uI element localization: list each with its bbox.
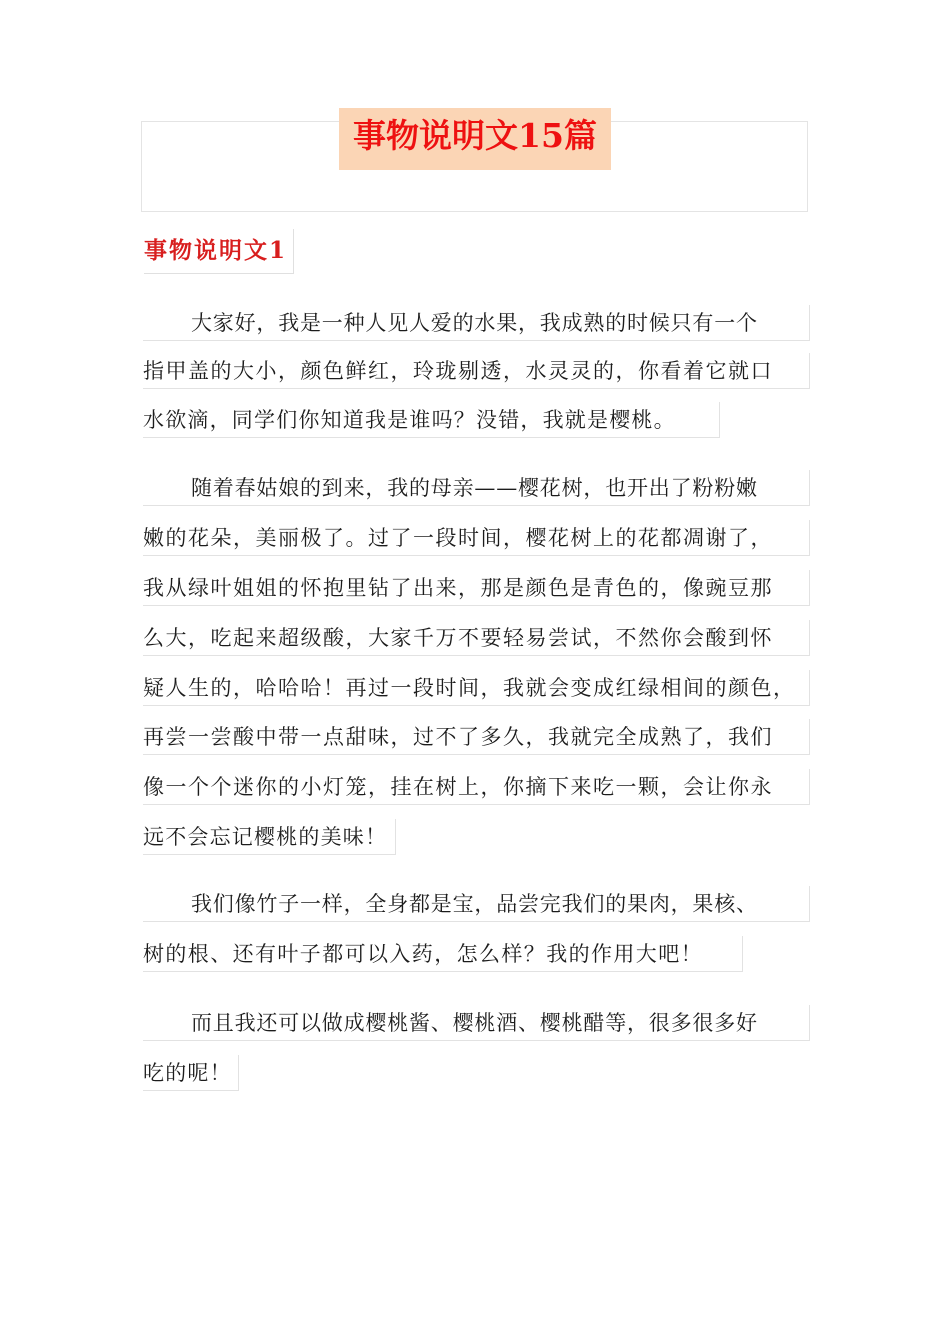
paragraph-2-line-8: 远不会忘记樱桃的美味！ <box>143 819 396 855</box>
paragraph-2-line-6: 再尝一尝酸中带一点甜味，过不了多久，我就完全成熟了，我们 <box>143 719 810 755</box>
paragraph-2-line-7: 像一个个迷你的小灯笼，挂在树上，你摘下来吃一颗，会让你永 <box>143 769 810 805</box>
paragraph-2-line-2: 嫩的花朵，美丽极了。过了一段时间，樱花树上的花都凋谢了， <box>143 520 810 556</box>
paragraph-1-line-2: 指甲盖的大小，颜色鲜红，玲珑剔透，水灵灵的，你看着它就口 <box>143 353 810 389</box>
paragraph-2-line-1: 随着春姑娘的到来，我的母亲——樱花树，也开出了粉粉嫩 <box>143 470 810 506</box>
paragraph-2-line-3: 我从绿叶姐姐的怀抱里钻了出来，那是颜色是青色的，像豌豆那 <box>143 570 810 606</box>
paragraph-3-line-2: 树的根、还有叶子都可以入药，怎么样？我的作用大吧！ <box>143 936 743 972</box>
paragraph-1-line-1: 大家好，我是一种人见人爱的水果，我成熟的时候只有一个 <box>143 305 810 341</box>
document-title: 事物说明文15篇 <box>339 108 611 170</box>
paragraph-3-line-1: 我们像竹子一样，全身都是宝，品尝完我们的果肉，果核、 <box>143 886 810 922</box>
paragraph-4-line-1: 而且我还可以做成樱桃酱、樱桃酒、樱桃醋等，很多很多好 <box>143 1005 810 1041</box>
paragraph-2-line-4: 么大，吃起来超级酸，大家千万不要轻易尝试，不然你会酸到怀 <box>143 620 810 656</box>
paragraph-4-line-2: 吃的呢！ <box>143 1055 239 1091</box>
paragraph-1-line-3: 水欲滴，同学们你知道我是谁吗？没错，我就是樱桃。 <box>143 402 720 438</box>
paragraph-2-line-5: 疑人生的，哈哈哈！再过一段时间，我就会变成红绿相间的颜色， <box>143 670 810 706</box>
section-heading: 事物说明文1 <box>144 229 294 274</box>
